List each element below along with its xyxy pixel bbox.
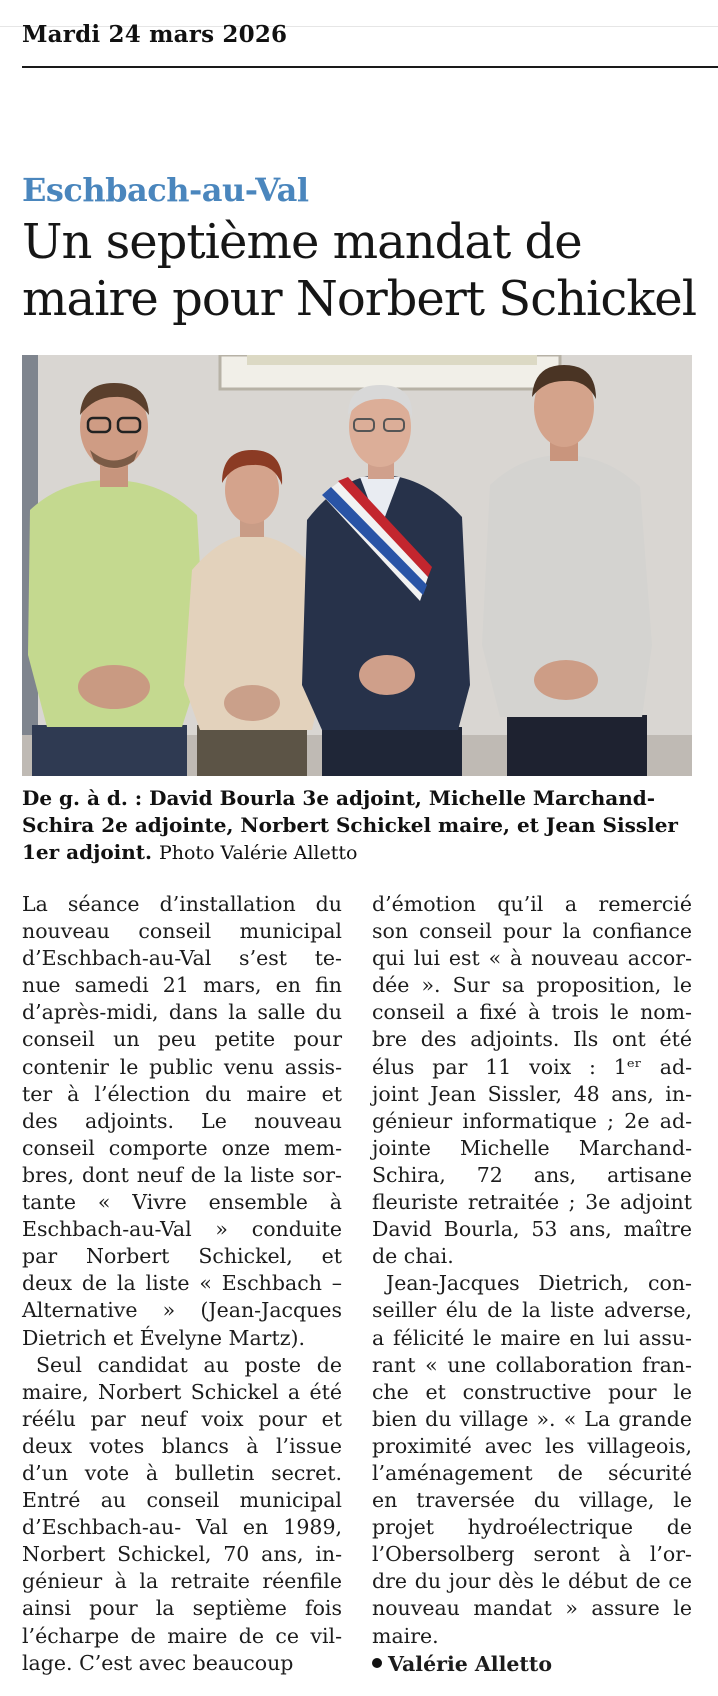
article-line: nouveau mandat » assure le [372, 1596, 692, 1621]
article-line: dée ». Sur sa proposition, le [372, 973, 692, 998]
article-line: génieur à la retraite réenfile [22, 1569, 342, 1594]
headline-line: maire pour Norbert Schickel [22, 271, 697, 327]
article-line: deux votes blancs à l’issue [22, 1433, 342, 1458]
article-line: d’après-midi, dans la salle du [22, 1000, 342, 1025]
article-column-left [22, 891, 342, 1677]
headline-line: Un septième mandat de [22, 214, 582, 270]
article-line: deux de la liste « Eschbach – [22, 1271, 342, 1296]
article-line: l’aménagement de sécurité [372, 1460, 692, 1485]
article-line: projet hydroélectrique de [372, 1515, 692, 1540]
article-line: génieur informatique ; 2e ad- [372, 1108, 692, 1133]
photo-caption [22, 785, 702, 867]
article-line: conseil a fixé à trois le nom- [372, 1000, 692, 1025]
article-line: lage. C’est avec beaucoup [22, 1650, 294, 1675]
article-line: Dietrich et Évelyne Martz). [22, 1325, 306, 1350]
article-line: Alternative » (Jean-Jacques [22, 1298, 342, 1323]
article-line: maire. [372, 1623, 439, 1648]
article-line: bien du village ». « La grande [372, 1406, 692, 1431]
group-photo-illustration [22, 355, 692, 776]
article-line: proximité avec les villageois, [372, 1433, 692, 1458]
header-rule [22, 66, 718, 68]
article-photo [22, 355, 692, 776]
issue-date: Mardi 24 mars 2026 [22, 21, 288, 48]
article-line: contenir le public venu assis- [22, 1054, 342, 1079]
article-line: d’émotion qu’il a remercié [372, 892, 692, 916]
article-headline [22, 214, 712, 328]
article-line: fleuriste retraitée ; 3e adjoint [372, 1190, 692, 1215]
article-line: La séance d’installation du [22, 892, 342, 916]
article-line: joint Jean Sissler, 48 ans, in- [372, 1081, 692, 1106]
caption-line [22, 839, 702, 867]
article-line: Entré au conseil municipal [22, 1488, 342, 1513]
article-line: d’un vote à bulletin secret. [22, 1460, 342, 1485]
article-line: son conseil pour la confiance [372, 919, 692, 944]
article-line: jointe Michelle Marchand- [372, 1135, 692, 1160]
article-line: des adjoints. Le nouveau [22, 1108, 342, 1133]
article-line: de chai. [372, 1244, 454, 1269]
caption-line: Schira 2e adjointe, Norbert Schickel maire, et Jean Sissler [22, 813, 678, 837]
article-line: Seul candidat au poste de [36, 1352, 342, 1377]
article-line: tante « Vivre ensemble à [22, 1190, 342, 1215]
caption-line: De g. à d. : David Bourla 3e adjoint, Michelle Marchand- [22, 786, 656, 810]
article-line: maire, Norbert Schickel a été [22, 1379, 342, 1404]
article-line: qui lui est « à nouveau accor- [372, 946, 692, 971]
article-line: ainsi pour la septième fois [22, 1596, 342, 1621]
article-line: seiller élu de la liste adverse, [372, 1298, 692, 1323]
article-line: l’Obersolberg seront à l’or- [372, 1542, 692, 1567]
article-line: Eschbach-au-Val » conduite [22, 1217, 342, 1242]
article-line: d’Eschbach-au-Val s’est te- [22, 946, 342, 971]
author-name: Valérie Alletto [388, 1651, 553, 1676]
author-signature [372, 1651, 692, 1678]
article-line: l’écharpe de maire de ce vil- [22, 1623, 342, 1648]
article-line: Schira, 72 ans, artisane [372, 1162, 692, 1187]
article-line: David Bourla, 53 ans, maître [372, 1217, 692, 1242]
caption-line-text: 1er adjoint. [22, 840, 152, 864]
article-line: d’Eschbach-au- Val en 1989, [22, 1515, 342, 1540]
article-line: réélu par neuf voix pour et [22, 1406, 342, 1431]
article-line: dre du jour dès le début de ce [372, 1569, 692, 1594]
article-line: rant « une collaboration fran- [372, 1352, 692, 1377]
article-line: bres, dont neuf de la liste sor- [22, 1162, 342, 1187]
photo-credit: Photo Valérie Alletto [158, 842, 358, 864]
article-line: ter à l’élection du maire et [22, 1081, 342, 1106]
article-line: nue samedi 21 mars, en fin [22, 973, 342, 998]
article-line: bre des adjoints. Ils ont été [372, 1027, 692, 1052]
article-line: che et constructive pour le [372, 1379, 692, 1404]
article-line: par Norbert Schickel, et [22, 1244, 342, 1269]
article-line: conseil comporte onze mem- [22, 1135, 342, 1160]
article-kicker: Eschbach-au-Val [22, 171, 309, 209]
article-line: élus par 11 voix : 1ᵉʳ ad- [372, 1054, 692, 1079]
article-line: en traversée du village, le [372, 1488, 692, 1513]
article-line: nouveau conseil municipal [22, 919, 342, 944]
article-line: Norbert Schickel, 70 ans, in- [22, 1542, 342, 1567]
article-column-right [372, 891, 692, 1678]
article-line: a félicité le maire en lui assu- [372, 1325, 692, 1350]
bullet-icon [372, 1658, 382, 1668]
article-line: conseil un peu petite pour [22, 1027, 342, 1052]
article-line: Jean-Jacques Dietrich, con- [386, 1271, 692, 1296]
